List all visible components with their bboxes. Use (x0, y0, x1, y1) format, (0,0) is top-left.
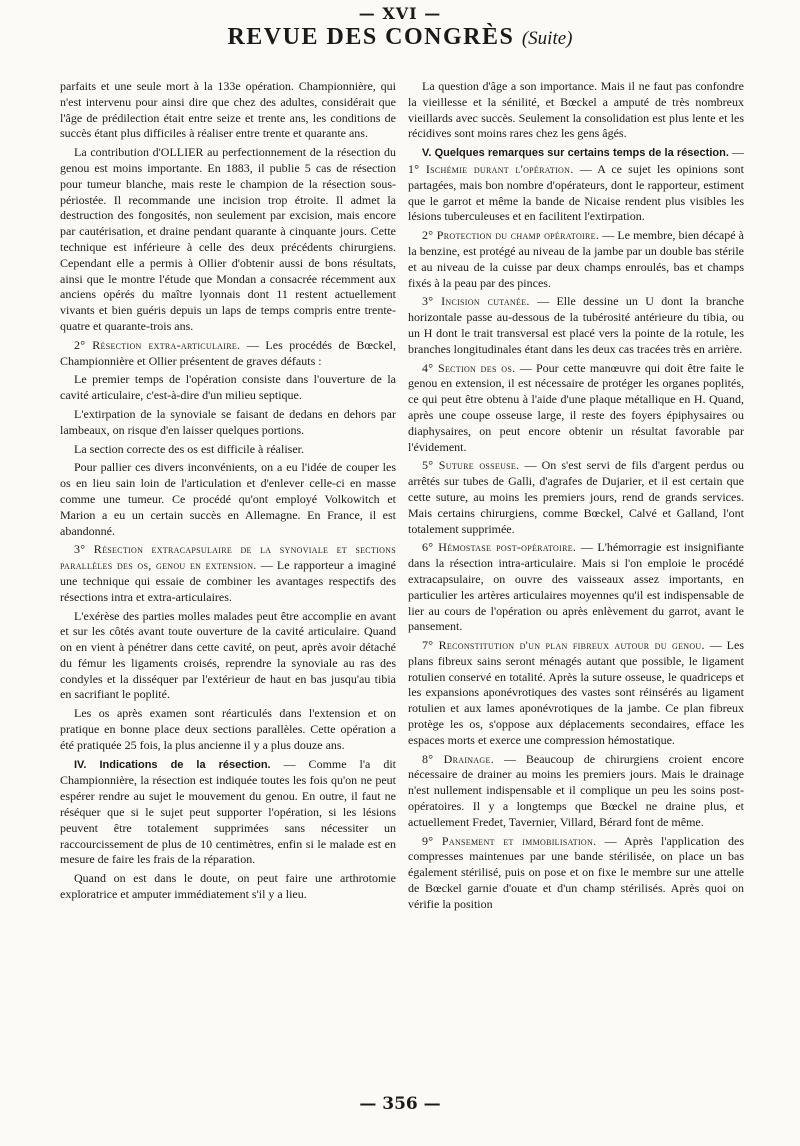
paragraph-text: — Beaucoup de chirurgiens croient encore nécessaire de drainer au moins les premiers jours. Mais le drainage n'est nullement indispensable et il complique un peu les soins post-opératoires. Il y a longtemps que Bœckel ne draine plus, et actuellement Fredet, Tavernier, Villard, Bérard font de même. (408, 751, 744, 829)
title-text: REVUE DES CONGRÈS (227, 24, 515, 50)
paragraph (60, 542, 396, 605)
section-heading: IV. Indications de la résection. (74, 758, 271, 771)
paragraph-text: L'exérèse des parties molles malades peut être accomplie en avant et sur les côtés avant toute ouverture de la cavité articulaire. Quand on en vient à pénétrer dans cette cavité, on peut, après avoir détaché du fémur les ligaments croisés, reprendre la synoviale au ras des condyles et la disséquer par l'extérieur de haut en bas jusqu'au tibia en sacrifiant le poplité. (60, 608, 396, 702)
paragraph (60, 871, 396, 903)
subsection-heading: 9° Pansement et immobilisation. (422, 833, 597, 848)
paragraph-text: Pour pallier ces divers inconvénients, on a eu l'idée de couper les os en lieu sain loin de l'articulation et d'enlever celle-ci en masse comme une tumeur. Ce procédé qu'ont employé Volkowitch et Marion a eu un certain succès en Allemagne. En France, il est abandonné. (60, 460, 396, 538)
page-number: — 356 — (359, 1094, 441, 1114)
paragraph (408, 638, 744, 749)
paragraph-text: — Comme l'a dit Championnière, la résection est indiquée toutes les fois qu'on ne peut espérer rendre au sujet le mouvement du genou. En outre, il faut ne réséquer que si le sujet peut supporter l'opération, si les lésions peuvent être totalement supprimées sans nécessiter un raccourcissement de plus de 10 centimètres, enfin si le malade est en mesure de faire les frais de la réparation. (60, 756, 396, 867)
paragraph-text: — Pour cette manœuvre qui doit être faite le genou en extension, il est nécessaire de protéger les organes poplités, ce qui peut être obtenu à l'aide d'une plaque métallique en H. Quand, après une coupe osseuse large, il reste des foyers épiphysaires ou diaphysaires, on peut encore obtenir un résultat favorable par l'évidement. (408, 360, 744, 454)
paragraph (60, 442, 396, 458)
paragraph (408, 361, 744, 456)
right-column (408, 79, 744, 916)
paragraph-text: — Elle dessine un U dont la branche horizontale passe au-dessous de la tubérosité antérieure du tibia, ou un H dont le trait transversal est placé vers la pointe de la rotule, les branches longitudinales étant dans les deux cas tracées très en arrière. (408, 294, 744, 356)
subsection-heading: 3° Résection extracapsulaire de la synoviale et sections parallèles des os, genou en extension. (60, 542, 396, 573)
paragraph (408, 752, 744, 831)
paragraph (60, 407, 396, 439)
subsection-heading: 8° Drainage. (422, 751, 494, 766)
paragraph (408, 540, 744, 635)
paragraph (60, 460, 396, 539)
paragraph-text: — Les procédés de Bœckel, Championnière et Ollier présentent de graves défauts : (60, 337, 397, 368)
paragraph-text: — Le membre, bien décapé à la benzine, est protégé au niveau de la jambe par un double bas stérile et au niveau de la cuisse par deux champs enroulés, bas et champs fixés à la peau par des pinces. (408, 228, 745, 290)
paragraph (60, 609, 396, 704)
paragraph-text: — A ce sujet les opinions sont partagées, mais bon nombre d'opérateurs, dont le rapporteur, estiment que le garrot et même la bande de Nicaise rendent plus visibles les lésions tuberculeuses et en facilitent l'extirpation. (408, 161, 744, 224)
paragraph-text: — L'hémorragie est insignifiante dans la résection intra-articulaire. Mais si l'on emploie le procédé extracapsulaire, on ouvre des vaisseaux assez importants, en particulier les artères articulaires moyennes qu'il est indispensable de lier au cours de l'opération ou après enlèvement du garrot, avant le pansement. (408, 540, 744, 634)
subsection-heading: 2° Protection du champ opératoire. (422, 228, 600, 243)
paragraph-text: — Après l'application des compresses maintenues par une bande stérilisée, on place un bas également stérilisé, puis on pose et on fixe le membre sur une attelle de Bœckel garnie d'ouate et d'un champ stérilisés. Après quoi on vérifie la position (408, 833, 744, 911)
paragraph (408, 834, 744, 913)
paragraph-text: — Les plans fibreux sains seront ménagés autant que possible, le ligament rotulien conservé en totalité. Après la suture osseuse, le quadriceps et les expansions aponévrotiques des vastes sont réinsérés au ligament rotulien et aux lames aponévrotiques de la jambe. Ce plan fibreux protège les os, s'oppose aux déplacements secondaires, efface les espaces morts et exerce une compression hémostatique. (408, 638, 744, 747)
page-title (0, 24, 800, 51)
paragraph-text: Le premier temps de l'opération consiste dans l'ouverture de la cavité articulaire, c'est-à-dire d'un milieu septique. (60, 372, 396, 403)
paragraph-text: — (728, 145, 745, 160)
subsection-heading: 7° Reconstitution d'un plan fibreux autour du genou. (422, 638, 705, 653)
paragraph (408, 458, 744, 537)
subsection-heading: 1° Ischémie durant l'opération. (408, 161, 574, 176)
subsection-heading: 4° Section des os. (422, 360, 516, 375)
paragraph (60, 145, 396, 335)
paragraph-text: Quand on est dans le doute, on peut faire une arthrotomie exploratrice et amputer immédiatement s'il y a lieu. (60, 871, 396, 902)
paragraph (60, 338, 396, 370)
paragraph (408, 294, 744, 357)
paragraph (408, 145, 744, 225)
paragraph (60, 79, 396, 142)
subsection-heading: 2° Résection extra-articulaire. (74, 337, 241, 352)
paragraph-text: L'extirpation de la synoviale se faisant de dedans en dehors par lambeaux, on risque d'en laisser quelques portions. (60, 406, 396, 437)
paragraph-text: La contribution d'OLLIER au perfectionnement de la résection du genou est moins importante. En 1883, il publie 5 cas de résection pour tumeur blanche, mais reste le champion de la résection sous-périostée. Il recommande une incision trop étroite. Il admet la destruction des fongosités, non seulement par excision, mais encore par cautérisation, et draine pendant quarante à cinquante jours. Cette technique est inférieure à celle des deux précédents chirurgiens. Cependant elle a permis à Ollier d'obtenir aussi de bons résultats, ainsi que le montre l'étude que Mondan a consacrée récemment aux anciens opérés du maître lyonnais dont 11 restent actuellement vivants et bien guéris depuis un laps de temps compris entre trente-quatre et quarante-trois ans. (60, 145, 396, 333)
paragraph-text: La question d'âge a son importance. Mais il ne faut pas confondre la vieillesse et la sénilité, et Bœckel a amputé de très nombreux vieillards avec succès. Seulement la consolidation est plus lente et les récidives sont moins rares chez les gens âgés. (408, 79, 744, 141)
left-column (60, 79, 396, 906)
title-suite: (Suite) (521, 28, 573, 49)
paragraph (408, 79, 744, 142)
section-heading: V. Quelques remarques sur certains temps de la résection. (422, 147, 729, 160)
paragraph (60, 757, 396, 869)
paragraph-text: — On s'est servi de fils d'argent perdus ou arrêtés sur tubes de Galli, d'agrafes de Dujarier, et il est certain que cette suture, au moins les premiers jours, rend de grands services. Mais certains chirurgiens, comme Bœckel, Calvé et Galland, l'ont totalement supprimée. (408, 458, 744, 536)
paragraph-text: Les os après examen sont réarticulés dans l'extension et on pratique en bonne place deux sections parallèles. Cette opération a été pratiquée 25 fois, la plus ancienne il y a plus douze ans. (60, 706, 396, 752)
subsection-heading: 3° Incision cutanée. (422, 294, 530, 309)
subsection-heading: 5° Suture osseuse. (422, 458, 520, 473)
paragraph (408, 228, 744, 291)
paragraph-text: parfaits et une seule mort à la 133e opération. Championnière, qui n'est intervenu pour ainsi dire que chez des adultes, considérait que l'âge de prédilection était entre seize et trente ans, les conditions de succès étant plus difficiles à réaliser entre trente et quarante ans. (60, 79, 396, 141)
paragraph (60, 372, 396, 404)
paragraph-text: La section correcte des os est difficile à réaliser. (74, 441, 305, 456)
subsection-heading: 6° Hémostase post-opératoire. (422, 540, 577, 555)
paragraph-text: — Le rapporteur a imaginé une technique qui essaie de combiner les avantages respectifs des résections intra et extra-articulaires. (60, 558, 396, 604)
paragraph (60, 706, 396, 753)
folio-roman: — XVI — (358, 4, 442, 23)
